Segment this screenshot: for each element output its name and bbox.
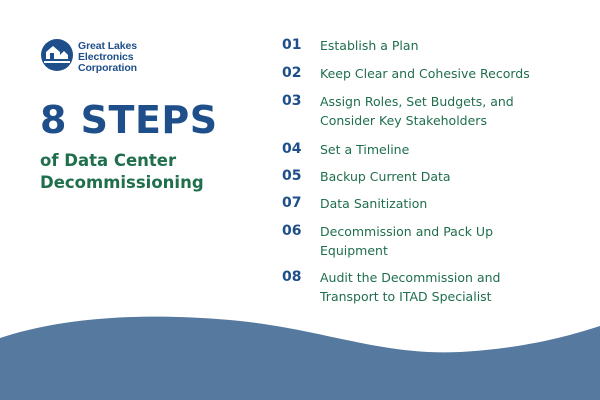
- headline: 8 STEPS: [40, 98, 218, 142]
- step-text: [320, 167, 580, 186]
- logo-line-3: Corporation: [78, 62, 137, 75]
- house-in-circle-icon: [40, 38, 74, 72]
- step-text-line-1: Establish a Plan: [320, 38, 419, 53]
- step-text-line-1: Backup Current Data: [320, 169, 451, 184]
- step-number: 06: [282, 223, 302, 239]
- step-text-line-2: Consider Key Stakeholders: [320, 113, 487, 128]
- subheadline: [40, 150, 204, 194]
- step-number: 01: [282, 37, 302, 53]
- step-text: [320, 140, 580, 159]
- company-logo: [40, 38, 150, 82]
- logo-wordmark: [78, 41, 137, 75]
- step-text-line-1: Audit the Decommission and: [320, 270, 501, 285]
- subheadline-line-1: of Data Center: [40, 151, 177, 170]
- step-text-line-2: Transport to ITAD Specialist: [320, 289, 492, 304]
- subheadline-line-2: Decommissioning: [40, 173, 204, 192]
- step-text-line-2: Equipment: [320, 243, 388, 258]
- step-number: 03: [282, 93, 302, 109]
- step-number: 05: [282, 168, 302, 184]
- step-number: 04: [282, 141, 302, 157]
- step-text-line-1: Set a Timeline: [320, 142, 410, 157]
- step-text-line-1: Keep Clear and Cohesive Records: [320, 66, 530, 81]
- step-number: 07: [282, 195, 302, 211]
- step-text: [320, 222, 580, 260]
- step-text: [320, 64, 580, 83]
- logo-line-2: Electronics: [78, 51, 134, 64]
- step-text-line-1: Data Sanitization: [320, 196, 428, 211]
- step-text: [320, 36, 580, 55]
- step-text: [320, 194, 580, 213]
- step-number: 08: [282, 269, 302, 285]
- step-number: 02: [282, 65, 302, 81]
- step-text-line-1: Decommission and Pack Up: [320, 224, 493, 239]
- step-text-line-1: Assign Roles, Set Budgets, and: [320, 94, 514, 109]
- logo-line-1: Great Lakes: [78, 40, 138, 52]
- step-text: [320, 92, 580, 130]
- step-text: [320, 268, 580, 306]
